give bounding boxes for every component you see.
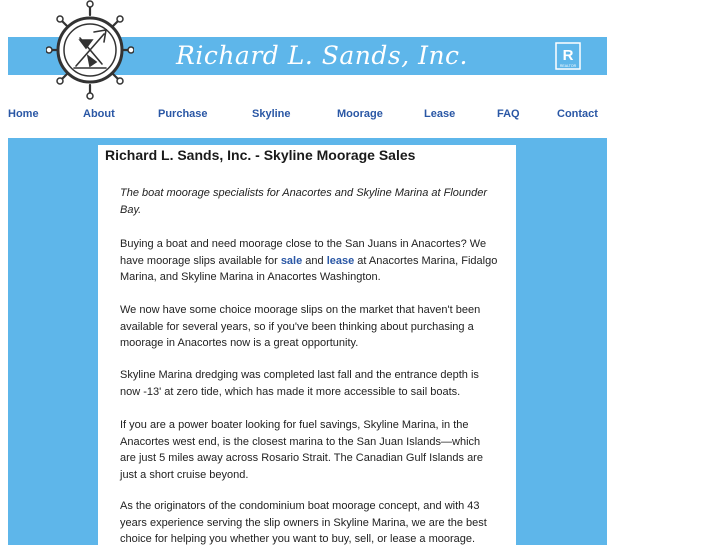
nav-skyline[interactable]: Skyline (252, 108, 291, 120)
nav-home[interactable]: Home (8, 108, 39, 120)
nav-moorage[interactable]: Moorage (337, 108, 383, 120)
page-title: Richard L. Sands, Inc. - Skyline Moorage Sales (105, 147, 416, 163)
realtor-mark: R (562, 47, 574, 64)
realtor-logo-icon (555, 42, 581, 70)
paragraph-buying (120, 236, 498, 286)
nav-faq[interactable]: FAQ (497, 108, 520, 120)
ship-wheel-logo-icon[interactable] (46, 0, 134, 100)
nav-lease[interactable]: Lease (424, 108, 456, 120)
main-nav (0, 108, 607, 126)
site-title: Richard L. Sands, Inc. (176, 41, 469, 70)
paragraph-dredging: Skyline Marina dredging was completed last fall and the entrance depth is now -13' at zero tide, which has made it more accessible to sail boats. (120, 369, 479, 398)
paragraph-originators: As the originators of the condominium boat moorage concept, and with 43 years experience serving the slip owners in Skyline Marina, we are the best choice for helping you whether you want to buy, sell, or lease a moorage. (120, 500, 487, 545)
paragraph-buying-text-c: at Anacortes Marina, Fidalgo Marina, and Skyline Marina in Anacortes Washington. (120, 254, 498, 283)
lease-link[interactable]: lease (326, 254, 355, 267)
nav-contact[interactable]: Contact (557, 108, 598, 120)
sale-link[interactable]: sale (280, 254, 303, 267)
intro-paragraph: The boat moorage specialists for Anacortes and Skyline Marina at Flounder Bay. (120, 187, 488, 216)
paragraph-power-boater: If you are a power boater looking for fuel savings, Skyline Marina, in the Anacortes west end, is the closest marina to the San Juan Islands—which are just 5 miles away across Rosario Strait. The Canadian Gulf Islands are just a short cruise beyond. (120, 419, 483, 481)
paragraph-buying-text-b: and (302, 254, 327, 267)
realtor-caption: REALTOR (559, 64, 577, 68)
paragraph-choice-slips: We now have some choice moorage slips on the market that haven't been available for several years, so if you've been thinking about purchasing a moorage in Anacortes now is a great opportunity. (120, 304, 481, 349)
nav-about[interactable]: About (83, 108, 115, 120)
site-header (8, 0, 607, 100)
nav-purchase[interactable]: Purchase (158, 108, 208, 120)
main-content (98, 145, 516, 545)
paragraph-buying-text-a: Buying a boat and need moorage close to the San Juans in Anacortes? We have moorage slips available for (120, 238, 487, 267)
